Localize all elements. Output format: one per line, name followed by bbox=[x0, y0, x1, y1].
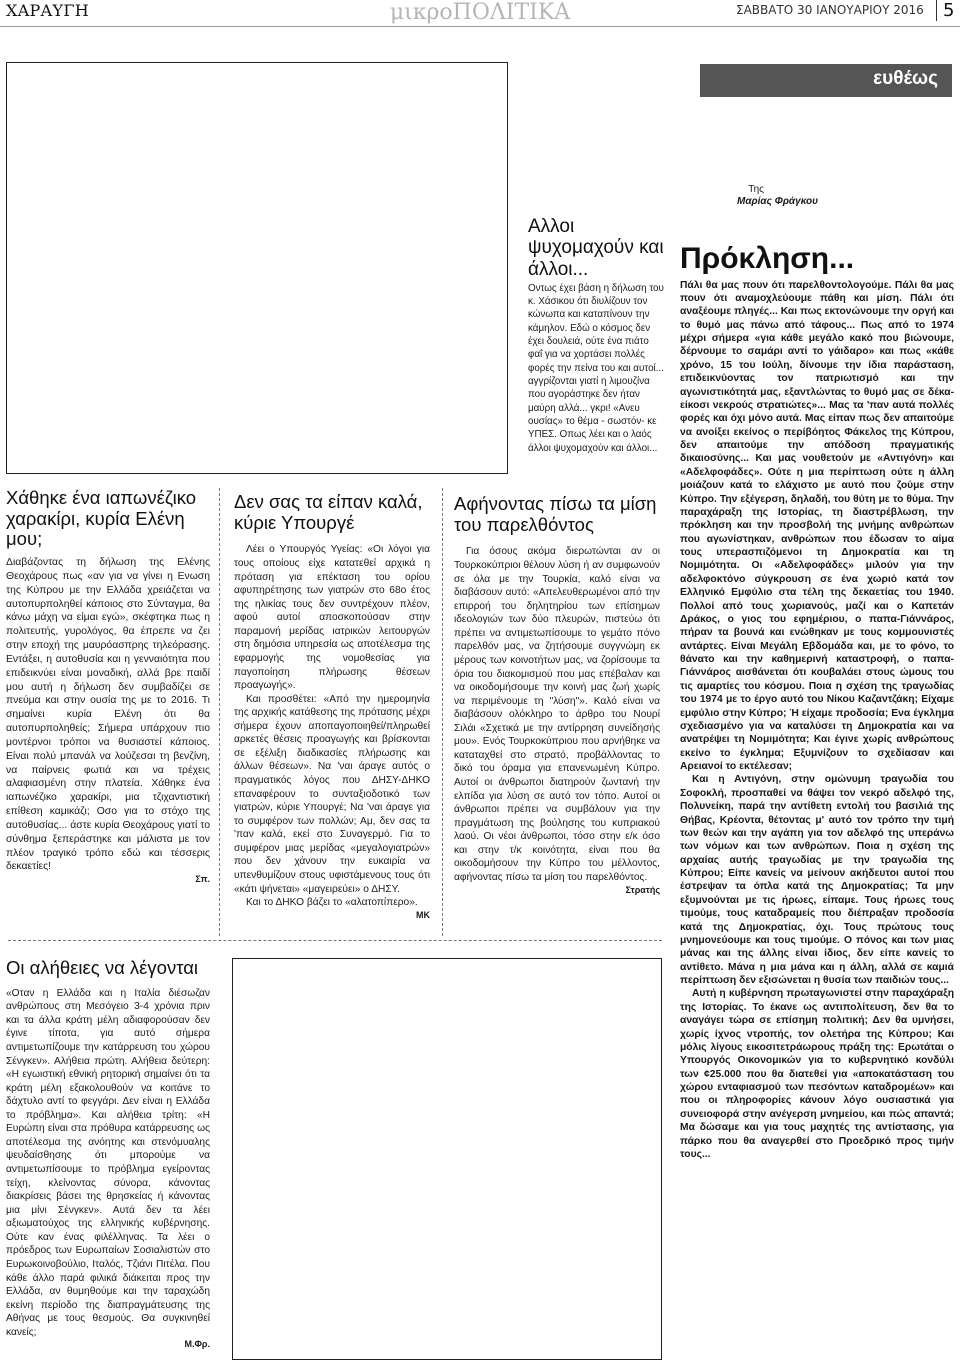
article-proklisi bbox=[680, 242, 954, 1161]
article-signature: Στρατής bbox=[625, 884, 660, 895]
article-title: Αλλοι ψυχομαχούν και άλλοι... bbox=[528, 216, 664, 280]
article-alitheies bbox=[6, 958, 210, 1349]
issue-date: ΣΑΒΒΑΤΟ 30 ΙΑΝΟΥΑΡΙΟΥ 2016 bbox=[736, 3, 924, 17]
article-body: Για όσους ακόμα διερωτώνται αν οι Τουρκοκύπριοι θέλουν λύση ή αν συμφωνούν σε όλα με την Τουρκία, καλό είναι να διαβάσουν αυτό: «Απελευθερωμένοι από την επιρροή του δηλητηρίου των επίσημων ιδεολογιών των δύο πλευρών, πιστεύω ότι πρέπει να αντιμετωπίσουμε το γεμάτο πόνο παρελθόν μας, να ζητήσουμε συγγνώμη εκ μέρους των κοινοτήτων μας, να ζορίσουμε τα όρια του διακομισμού που μας επέβαλαν και να οικοδομήσουμε την κοινή μας ζωή χωρίς να περιμένουμε τη "λύση"». Καλό είναι να διαβάσουν ολόκληρο το άρθρο του Νουρί Σιλάι «Σχετικά με την αντίρρηση συνείδησής μου». Ενός Τουρκοκύπριου που αρνήθηκε να καταταχθεί στο στρατό, προβάλλοντας το δικό του όραμα για επανενωμένη Κύπρο. Αυτοί οι άνθρωποι διατηρούν ζωντανή την ελπίδα για λύση σε αυτό τον τόπο. Αυτοί οι άνθρωποι πρέπει να συμβάλουν για την πραγμάτωση της βούλησης του κυπριακού λαού. Οι νέοι άνθρωποι, τόσο στην ε/κ όσο και στην τ/κ κοινότητα, είναι που θα οικοδομήσουν την Κύπρο του μέλλοντος, αφήνοντας πίσω τα μίση του παρελθόντος. bbox=[454, 546, 660, 883]
article-misos bbox=[454, 494, 660, 895]
article-body: Οντως έχει βάση η δήλωση του κ. Χάσικου ότι διυλίζουν τον κώνωπα και καταπίνουν την κάμηλον. Εδώ ο κόσμος δεν έχει δουλειά, ούτε ένα πιάτο φαΐ για να χορτάσει πολλές φορές την πείνα του και αυτοί... αγγρίζονται γιατί η λιμουζίνα που αγοράστηκε δεν ήταν μαύρη αλλά... γκρι! «Ανευ ουσίας» το θέμα - σωστόν- κε ΥΠΕΣ. Οπως λέει και ο λαός άλλοι ψυχομαχούν και άλλοι... bbox=[528, 282, 664, 454]
article-paragraph-1: Λέει ο Υπουργός Υγείας: «Οι λόγοι για τους οποίους είχε κατατεθεί αρχικά η πρόταση για επέκταση του ορίου αφυπηρέτησης των γιατρών στο 68ο έτος της ηλικίας τους δεν συντρέχουν πλέον, αφού αυτοί αποσκοπούσαν στην παραμονή μερίδας ιατρικών λειτουργών στη δημόσια υπηρεσία ως αποτέλεσμα της εφαρμογής της νομοθεσίας για παγοποίηση πλήρωσης θέσεων προαγωγής». bbox=[234, 544, 430, 692]
article-body: Πάλι θα μας πουν ότι παρελθοντολογούμε. Πάλι θα μας πουν ότι αναμοχλεύουμε πάθη και μίση. Πάλι ότι αναξέουμε πληγές... Και πως εκτονώνουμε την οργή και το θυμό μας πάνω από τάφους... Πως από το 1974 μέχρι σήμερα «για κάθε μεγάλο κακό που βιώνουμε, δέρνουμε το σαμάρι αντί το γάιδαρο» και πως «κάθε χρόνο, 15 του Ιούλη, δίνουμε την ίδια παράσταση, επιδεικνύοντας τον πατριωτισμό και την αγωνιστικότητά μας, εξαντλώντας το θυμό μας σε δέκα-είκοσι νεκρούς στρατιώτες»... Μας τα 'παν αυτά πολλές φορές και όχι μόνο αυτά. Μας είπαν πως δεν απαιτούμε να ανοίξει εκείνος ο περίβόητος Φάκελος της Κύπρου, δεν απαιτούμε την απόδοση πραγματικής δικαιοσύνης... Και μας νουθετούν με «Αντιγόνη» και «Αδελφοφάδες». Ούτε η μια περίπτωση ούτε η άλλη μοιάζουν κατά το ελάχιστο με αυτό που ζούμε στην Κύπρο. Την εξέγερση, δηλαδή, του θύτη με το θύμα. Την παραχάραξη της Ιστορίας, τη διαστρέβλωση, την πρόκληση και την προσβολή της μνήμης ανθρώπων που αγωνίστηκαν, ανθρώπων που έδωσαν το αίμα τους υπερασπιζόμενοι τη Δημοκρατία και τη Νομιμότητα. Οι «Αδελφοφάδες» μιλούν για την αδελφοκτόνο σύγκρουση σε ένα χωριό κατά τον Ελληνικό Εμφύλιο στα τέλη της δεκαετίας του 1940. Πολλοί από τους χωριανούς, μαζί και ο Καπετάν Δράκος, ο γιος του εφημέριου, ο παπα-Γιάννάρος, πήραν τα βουνά και ενώθηκαν με τους κομμουνιστές αντάρτες. Είναι Μεγάλη Εβδομάδα και, με το φόνο, το θάνατο και την καθημερινή καταστροφή, ο παπα-Γιάννάρος αισθάνεται ότι κουβαλάει στους ώμους του τις αμαρτίες του κόσμου. Ποια η σχέση της τραγωδίας του 1974 με το έργο αυτό του Νίκου Καζαντζάκη; Είχαμε εμφύλιο στην Κύπρο; Ή είχαμε προδοσία; Ενα έγκλημα σχεδιασμένο για να καταλύσει τη Δημοκρατία και να ανατρέψει τη Νομιμότητα; Και έγινε χωρίς ανθρώπους εκείνο το έγκλημα; Εξυμνίζουν το σχεδίασαν και Αρειανοί το εκτέλεσαν; bbox=[680, 279, 954, 773]
photo-frame-top bbox=[6, 62, 508, 474]
article-charakiri bbox=[6, 488, 210, 884]
article-signature: Σπ. bbox=[195, 874, 210, 885]
article-title: Αφήνοντας πίσω τα μίση του παρελθόντος bbox=[454, 493, 657, 535]
byline-prefix: Της bbox=[748, 184, 764, 195]
efthews-banner bbox=[700, 64, 952, 97]
article-ypourgos bbox=[234, 492, 430, 920]
article-body-2: Και η Αντιγόνη, στην ομώνυμη τραγωδία του Σοφοκλή, προσπαθεί να θάψει τον νεκρό αδελφό της, Πολυνείκη, παρά την αντίθετη εντολή του βασιλιά της Θήβας, Κρέοντα, θέτοντας μ' αυτό τον τρόπο την τιμή των θεών και την αγάπη για τον αδελφό της υπεράνω των νόμων και των ανθρώπων. Ποια η σχέση της αρχαίας αυτής τραγωδίας με την τραγωδία της Κύπρου; Είπε κανείς να μείνουν ακήδευτοι αυτοί που έστρεψαν τα όπλα κατά της Δημοκρατίας; Τα μην εξυμνούνται με τις ήρωες, είπαμε. Τους ήρωες τους τιμούμε, τους καταδραμείς που διέπραξαν προδοσία κατά της Δημοκρατίας, όχι. Τους πρώτους τους μνημονεύουμε και τους τιμούμε. Ο πόνος και των μιας μάνας και της άλλης είναι ίδιος, δεν είπε κανείς το αντίθετο. Μάνα η μια μάνα και η άλλη, αλλά σε καμιά περίπτωση δεν εξισώνεται η θυσία των παιδιών τους... bbox=[680, 774, 954, 987]
article-title: Δεν σας τα είπαν καλά, κύριε Υπουργέ bbox=[234, 491, 423, 533]
article-paragraph-3: Και το ΔΗΚΟ βάζει το «αλατοπίπερο». bbox=[246, 897, 418, 909]
article-paragraph-2: Και προσθέτει: «Από την ημερομηνία της αρχικής κατάθεσης της πρότασης μέχρι σήμερα έχουν αποπαγοποιηθεί/πληρωθεί αρκετές θέσεις προαγωγής και βρίσκονται σε εξέλιξη διαδικασίες πλήρωσης και άλλων θέσεων». Να 'ναι άραγε αυτός ο πραγματικός λόγος που ΔΗΣΥ-ΔΗΚΟ επαναφέρουν το συνταξιοδοτικό των γιατρών, κύριε Υπουργέ; Να 'ναι άραγε για το συμφέρον των πολλών; Αμ, δεν σας τα 'παν καλά, εκεί στο Συναγερμό. Για το συμφέρον μιας μερίδας «μεγαλογιατρών» που δεν χάνουν την ευκαιρία να υπενθυμίζουν στους υφιστάμενους τους ότι «κάτι ψήνεται» «μαγειρεύει» ο ΔΗΣΥ. bbox=[234, 693, 430, 895]
article-title: Οι αλήθειες να λέγονται bbox=[6, 957, 199, 978]
efthews-label: ευθέως bbox=[873, 68, 938, 89]
article-signature: ΜΚ bbox=[416, 909, 430, 920]
article-title: Χάθηκε ένα ιαπωνέζικο χαρακίρι, κυρία Ελένη μου; bbox=[6, 487, 197, 550]
page-number: 5 bbox=[936, 0, 954, 21]
article-psychomachoun bbox=[528, 216, 664, 455]
column-divider bbox=[219, 488, 220, 936]
section-title: μικροΠΟΛΙΤΙΚΑ bbox=[389, 0, 571, 25]
photo-frame-bottom bbox=[232, 958, 662, 1360]
article-body-3: Αυτή η κυβέρνηση πρωταγωνιστεί στην παραχάραξη της Ιστορίας. Το έκανε ως αντιπολίτευση, δεν θα το αναγάγει τώρα σε επίσημη πολιτική; Δεν θα υμνήσει, χωρίς ίχνος ντροπής, τον ολετήρα της Κύπρου; Και μόλις λίγους εικοσιτετράωρους πράξη της: Ερωτάται ο Υπουργός Οικονομικών για το κυβερνητικό κονδύλι των ¢25.000 που θα διατεθεί για «αποκατάσταση του χώρου ενταφιασμού των πεσόντων καταδρομέων» και που οι πληροφορίες κάνουν λόγο ουσιαστικά για συνειοφορά στην ανέγερση μνημείου, και πώς απαντά; Μα δώσαμε και για τους μαχητές της αντίστασης, για πάρκο που θα αναγερθεί στο Προεδρικό προς τιμήν τους... bbox=[680, 988, 954, 1160]
article-title: Πρόκληση... bbox=[680, 242, 855, 275]
byline-name: Μαρίας Φράγκου bbox=[736, 196, 818, 207]
newspaper-logo: ΧΑΡΑΥΓΗ bbox=[6, 1, 89, 20]
article-body: «Οταν η Ελλάδα και η Ιταλία διέσωζαν ανθρώπους στη Μεσόγειο 3-4 χρόνια πριν και τα άλλα κράτη μέλη αδιαφορούσαν δεν έγινε τίποτα, για αυτό σήμερα αντιμετωπίζουμε την κατάρρευση του χώρου Σένγκεν». Αλήθεια πρώτη. Αλήθεια δεύτερη: «Η εγωιστική εθνική ρητορική σημαίνει ότι τα κράτη μέλη εξακολουθούν να κοιτάνε το δάχτυλο αντί το φεγγάρι. Δεν είναι η Ελλάδα το πρόβλημα». Και αλήθεια τρίτη: «Η Ευρώπη είναι στα πρόθυρα κατάρρευσης ως αποτέλεσμα της ανόητης και στενόμυαλης ψευδαίσθησης ότι μπορούμε να αντιμετωπίσουμε το πρόβλημα εγείροντας τείχη, κλείνοντας σύνορα, κάνοντας διακρίσεις βάσει της θρησκείας ή κάνοντας μια μίνι Σένγκεν». Αυτά δεν τα λέει αξιωματούχος της ελληνικής κυβέρνησης. Ούτε καν ένας φιλέλληνας. Τα λέει ο πρόεδρος των Ευρωπαίων Σοσιαλιστών στο Ευρωκοινοβούλιο, Ιταλός, Τζιάνι Πιτέλα. Που κάθε άλλο παρά φιλικά διάκειται προς την Ελλάδα, αν θυμηθούμε και την ταραχώδη εκείνη περίοδο της διαπραγμάτευσης της Αθήνας με τους θεσμούς. Θα συγκινηθεί κανείς; bbox=[6, 987, 210, 1338]
row-divider bbox=[8, 940, 662, 941]
article-signature: Μ.Φρ. bbox=[184, 1339, 210, 1350]
column-divider bbox=[442, 488, 443, 936]
article-body: Διαβάζοντας τη δήλωση της Ελένης Θεοχάρους πως «αν για να γίνει η Ενωση της Κύπρου με την Ελλάδα χρειάζεται να αυτοπυρποληθεί κάποιος στο Σύνταγμα, θα κάνω μάχη να είμαι εγώ», σκέφτηκα πως η πολιτευτής, γυρολόγος, θα έπρεπε να ζει στην εποχή της μαυρόασπρης τηλεόρασης. Εντάξει, η αυτοθυσία και η γενναιότητα που επιδεικνύει είναι μοναδική, αλλά βρε παιδί μου αυτή η δήλωση δεν συμβαδίζει σε πνεύμα και στην ουσία της με το 2016. Τι σημαίνει κυρία Ελένη ότι θα αυτοπυρποληθείς; Σήμερα υπάρχουν πιο μοντέρνοι τρόποι να θυσιαστεί κάποιος. Είναι πολύ μπανάλ να λούζεσαι τη βενζίνη, να παίρνεις φωτιά και να τρέχεις αλαφιασμένη στην πλατεία. Χάθηκε ένα ιαπωνέζικο χαρακίρι, μια τζιχαντιστική επίθεση καμικάζι; Οσο για το στόχο της αυτοθυσίας... άστε κυρία Θεοχάρους γιατί το σύνθημα ξεπεράστηκε και μάλιστα με τον πλέον τραγικό τρόπο εδώ και τέσσερις δεκαετίες! bbox=[6, 557, 210, 873]
